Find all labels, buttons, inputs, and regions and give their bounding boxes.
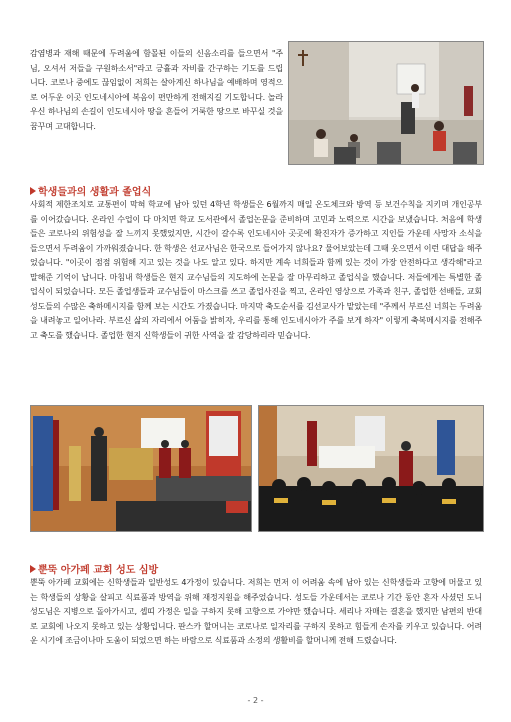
triangle-bullet-icon: [30, 565, 36, 573]
worship-service-photo: [288, 41, 484, 165]
visitation-paragraph: 뿐뚝 아가페 교회에는 신학생들과 일반성도 4가정이 있습니다. 저희는 먼저 이 어려움 속에 남아 있는 신학생들과 고향에 머물고 있는 학생들의 상황을 살피고 식료품과 방역을 위해 재정지원을 해주었습니다. 성도들 가운데서는 코로나 기간 동안 혼자 사셨던 도니 성도님은 지병으로 돌아가시고, 셉띠 가정은 일을 구하지 못해 고향으로 가야만 했습니다. 세리나 자매는 결혼을 했지만 남편의 반대로 교회에 나오지 못하고 있는 상황입니다. 판스카 할머니는 코로나로 일자리를 구하지 못하고 힘들게 손자를 키우고 있습니다. 어려운 시기에 조금이나마 도움이 되었으면 하는 바람으로 식료품과 소정의 생활비를 할머니께 전해 드렸습니다.: [30, 578, 482, 646]
graduation-paragraph: 사회적 제한조치로 교통편이 막혀 학교에 남아 있던 4학년 학생들은 6월까지 매일 온도체크와 방역 등 보건수칙을 지키며 개인공부를 이어갔습니다. 온라인 수업이 다 마치면 학교 도서관에서 졸업논문을 준비하며 고민과 노력으로 시간을 보냈습니다. 처음에 학생들은 코로나의 위험성을 잘 느끼지 못했었지만, 시간이 갈수록 인도네시아 곳곳에 확진자가 증가하고 지인들 가운데 사망자 소식을 들으면서 두려움이 가까워졌습니다. 한 학생은 선교사님은 한국으로 들어가지 않나요? 물어보았는데 그때 웃으면서 이런 대답을 해주었습니다. "이곳이 점점 위험해 지고 있는 것을 나도 알고 있다. 하지만 계속 너희들과 함께 있는 것이 가장 안전하다고 생각해"라고 말해준 기억이 납니다. 마침내 학생들은 현지 교수님들의 지도하에 논문을 잘 마무리하고 졸업식을 했습니다. 저들에게는 특별한 졸업식이 되었습니다. 모든 졸업생들과 교수님들이 마스크를 쓰고 졸업사진을 찍고, 온라인 영상으로 가족과 친구, 졸업한 선배들, 교회성도들의 수많은 축하메시지를 함께 보는 시간도 가졌습니다. 마지막 축도순서를 김선교사가 맡았는데 "주께서 부르신 너희는 두려움을 내려놓고 일어나라. 부르신 삶의 자리에서 어둠을 밝히자, 우리를 통해 인도네시아가 주를 보게 하자" 이렇게 축복메시지를 전해주고 축도를 했습니다. 졸업한 현지 신학생들이 귀한 사역을 잘 감당하리라 믿습니다.: [30, 200, 482, 340]
section-heading-text: 뿐뚝 아가페 교회 성도 심방: [38, 565, 159, 576]
section-heading-text: 학생들과의 생활과 졸업식: [38, 187, 152, 198]
intro-paragraph: 감염병과 재해 때문에 두려움에 함몰된 이들의 신음소리를 들으면서 "주님, 오셔서 저들을 구원하소서"라고 긍휼과 자비를 간구하는 기도를 드립니다. 코로나 중에도 끊임없이 저희는 살아계신 하나님을 예배하며 영적으로 어두운 이곳 인도네시아에 복음이 편만하게 전해지길 기도합니다. 놀라우신 하나님의 손길이 인도네시아 땅을 흔들어 거룩한 땅으로 바꾸실 것을 꿈꾸며 고대합니다.: [30, 49, 283, 131]
graduation-ceremony-photo-right: [258, 405, 484, 532]
page-number: - 2 -: [247, 696, 264, 705]
section-heading-visitation: [30, 561, 158, 576]
graduation-ceremony-photo-left: [30, 405, 252, 532]
triangle-bullet-icon: [30, 187, 36, 195]
section-heading-graduation: [30, 183, 151, 198]
